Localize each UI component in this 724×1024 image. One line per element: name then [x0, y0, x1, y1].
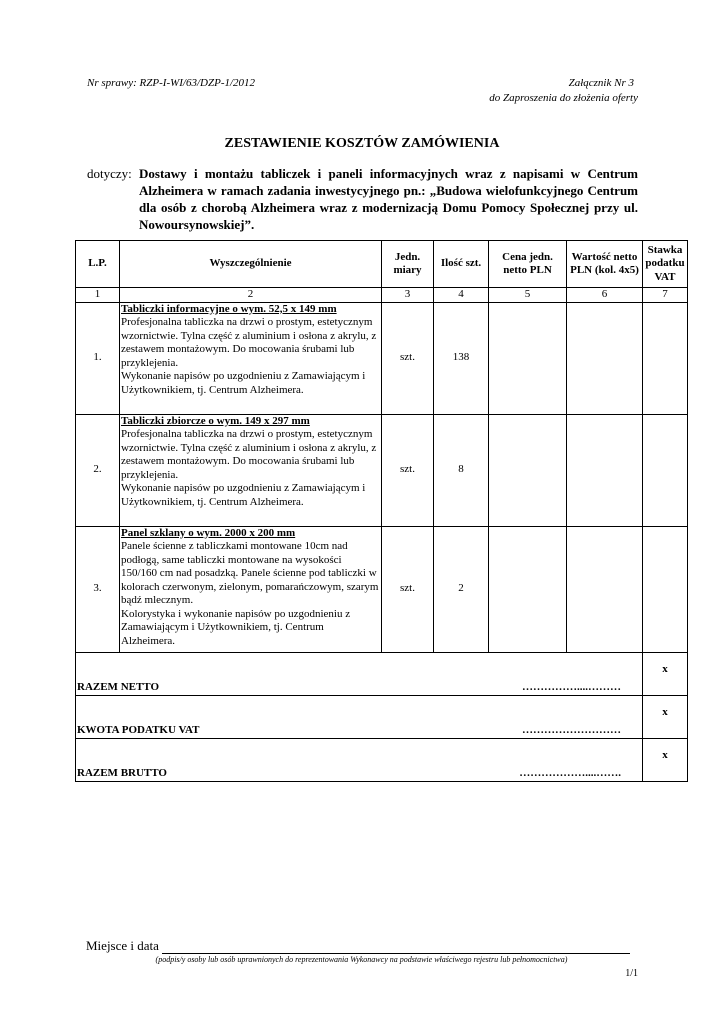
- total-gross-cell: [76, 738, 643, 781]
- total-gross-dots: ………………....…….: [519, 767, 621, 779]
- col-number: 1: [76, 288, 120, 303]
- total-gross-row: [76, 738, 688, 781]
- col-number: 3: [382, 288, 434, 303]
- col-number: 7: [643, 288, 688, 303]
- col-header-net-value: Wartość netto PLN (kol. 4x5): [567, 241, 643, 288]
- col-header-vat-rate: Stawka podatku VAT: [643, 241, 688, 288]
- total-vat-cell: [76, 695, 643, 738]
- row-vat-rate: [643, 414, 688, 526]
- total-gross-mark: x: [643, 738, 688, 781]
- total-vat-mark: x: [643, 695, 688, 738]
- header-row: [76, 241, 688, 288]
- row-vat-rate: [643, 302, 688, 414]
- row-qty: 8: [434, 414, 489, 526]
- row-desc-2: Kolorystyka i wykonanie napisów po uzgodnieniu z Zamawiającym i Użytkownikiem, tj. Centrum Alzheimera.: [121, 607, 351, 647]
- total-vat-row: [76, 695, 688, 738]
- annex-subtitle: do Zaproszenia do złożenia oferty: [489, 92, 638, 104]
- row-desc: Profesjonalna tabliczka na drzwi o prostym, estetycznym wzornictwie. Tylna część z aluminium i osłona z akrylu, z zestawem montażowym. Do mocowania śrubami lub przyklejenia.: [121, 428, 377, 481]
- col-header-lp: L.P.: [76, 241, 120, 288]
- place-date: [86, 938, 637, 954]
- row-desc: Panele ścienne z tabliczkami montowane 10cm nad podłogą, same tabliczki montowane na wysokości 150/160 cm nad posadzką. Panele ścienne pod tabliczki w kolorach czerwonym, zielonym, pomarańczowym, szarym bądź mlecznym.: [121, 540, 379, 606]
- row-unit-price: [489, 302, 567, 414]
- row-vat-rate: [643, 526, 688, 652]
- row-lp: 1.: [76, 302, 120, 414]
- row-net-value: [567, 414, 643, 526]
- row-net-value: [567, 302, 643, 414]
- total-net-label: RAZEM NETTO: [77, 681, 160, 693]
- total-vat-dots: ………………………: [522, 724, 621, 736]
- cost-table: [75, 240, 688, 782]
- total-vat-label: KWOTA PODATKU VAT: [77, 724, 200, 736]
- col-header-unit-price: Cena jedn. netto PLN: [489, 241, 567, 288]
- row-description: [120, 414, 382, 526]
- document-title: ZESTAWIENIE KOSZTÓW ZAMÓWIENIA: [224, 136, 500, 151]
- annex-label: Załącznik Nr 3: [568, 77, 634, 89]
- row-unit-price: [489, 414, 567, 526]
- row-title: Panel szklany o wym. 2000 x 200 mm: [121, 526, 296, 539]
- row-description: [120, 526, 382, 652]
- table-row: [76, 414, 688, 526]
- total-net-dots: ……………....………: [522, 681, 621, 693]
- row-unit: szt.: [382, 302, 434, 414]
- row-unit: szt.: [382, 414, 434, 526]
- row-qty: 138: [434, 302, 489, 414]
- col-number: 6: [567, 288, 643, 303]
- row-desc: Profesjonalna tabliczka na drzwi o prostym, estetycznym wzornictwie. Tylna część z aluminium i osłona z akrylu, z zestawem montażowym. Do mocowania śrubami lub przyklejenia.: [121, 316, 377, 369]
- total-gross-label: RAZEM BRUTTO: [77, 767, 167, 779]
- row-lp: 2.: [76, 414, 120, 526]
- subject-block: [87, 165, 638, 233]
- subject-label: dotyczy:: [87, 166, 132, 181]
- column-number-row: [76, 288, 688, 303]
- total-net-mark: x: [643, 652, 688, 695]
- row-title: Tabliczki informacyjne o wym. 52,5 x 149 mm: [121, 302, 337, 315]
- signature-note: (podpis/y osoby lub osób uprawnionych do reprezentowania Wykonawcy na podstawie właściwego rejestru lub pełnomocnictwa): [155, 955, 568, 964]
- row-net-value: [567, 526, 643, 652]
- row-desc-2: Wykonanie napisów po uzgodnieniu z Zamawiającym i Użytkownikiem, tj. Centrum Alzheimera.: [121, 370, 366, 396]
- row-unit-price: [489, 526, 567, 652]
- col-number: 5: [489, 288, 567, 303]
- row-unit: szt.: [382, 526, 434, 652]
- col-header-unit: Jedn. miary: [382, 241, 434, 288]
- row-qty: 2: [434, 526, 489, 652]
- place-date-line: [162, 941, 630, 954]
- col-number: 2: [120, 288, 382, 303]
- table-row: [76, 526, 688, 652]
- table-row: [76, 302, 688, 414]
- col-number: 4: [434, 288, 489, 303]
- row-title: Tabliczki zbiorcze o wym. 149 x 297 mm: [121, 414, 310, 427]
- col-header-description: Wyszczególnienie: [120, 241, 382, 288]
- col-header-qty: Ilość szt.: [434, 241, 489, 288]
- total-net-row: [76, 652, 688, 695]
- page-number: 1/1: [625, 968, 638, 979]
- subject-text: Dostawy i montażu tabliczek i paneli informacyjnych wraz z napisami w Centrum Alzheimera w ramach zadania inwestycyjnego pn.: „Budowa wielofunkcyjnego Centrum dla osób z chorobą Alzheimera wraz z modernizacją Domu Pomocy Społecznej przy ul. Nowoursynowskiej”.: [139, 166, 638, 232]
- row-desc-2: Wykonanie napisów po uzgodnieniu z Zamawiającym i Użytkownikiem, tj. Centrum Alzheimera.: [121, 482, 366, 508]
- row-description: [120, 302, 382, 414]
- row-lp: 3.: [76, 526, 120, 652]
- case-number: Nr sprawy: RZP-I-WI/63/DZP-1/2012: [87, 77, 256, 89]
- total-net-cell: [76, 652, 643, 695]
- place-date-label: Miejsce i data: [86, 938, 159, 953]
